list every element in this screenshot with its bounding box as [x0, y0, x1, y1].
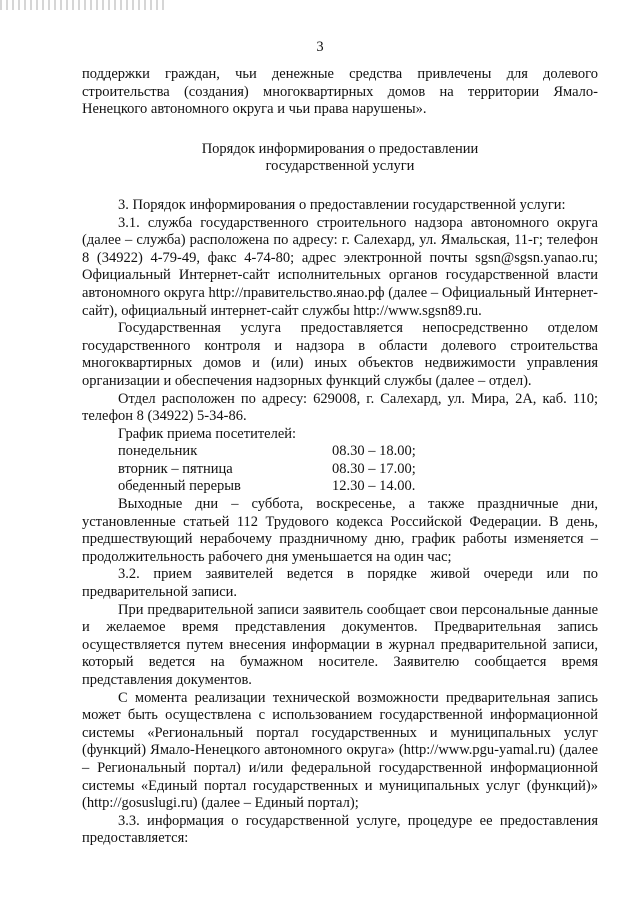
paragraph-3-3: 3.3. информация о государственной услуге, процедуре ее предоставления предоставляется: — [82, 812, 598, 847]
schedule-day: обеденный перерыв — [118, 478, 241, 495]
schedule-time: 12.30 – 14.00. — [332, 478, 416, 495]
section-heading-line-1: Порядок информирования о предоставлении — [201, 140, 479, 157]
paragraph-3-1: 3.1. служба государственного строительного надзора автономного округа (далее – служба) расположена по адресу: г. Салехард, ул. Ямальская, 11-г; телефон 8 (34922) 4-79-49, факс 4-74-80; адрес электронной почты sgsn@sgsn.yanao.ru; Официальный Интернет-сайт исполнительных органов государственной власти автономного округа http://правительство.янао.рф (далее – Официальный Интернет-сайт), официальный интернет-сайт службы http://www.sgsn89.ru. — [82, 214, 598, 319]
section-heading-line-2: государственной услуги — [265, 158, 415, 175]
schedule-row — [118, 461, 558, 479]
paragraph-portal: С момента реализации технической возможности предварительная запись может быть осуществлена с использованием государственной информационной системы «Региональный портал государственных и муниципальных услуг (функций) Ямало-Ненецкого автономного округа» (http://www.pgu-yamal.ru) (далее – Региональный портал) и/или федеральной государственной информационной системы «Единый портал государственных и муниципальных услуг (функций)» (http://gosuslugi.ru) (далее – Единый портал); — [82, 689, 598, 812]
schedule-day: вторник – пятница — [118, 460, 233, 477]
paragraph-3: 3. Порядок информирования о предоставлении государственной услуги: — [118, 196, 566, 213]
visitor-schedule — [118, 443, 558, 496]
schedule-row — [118, 443, 558, 461]
schedule-time: 08.30 – 18.00; — [332, 443, 416, 460]
scan-artifact — [0, 0, 165, 10]
paragraph-weekend: Выходные дни – суббота, воскресенье, а также праздничные дни, установленные статьей 112 Трудового кодекса Российской Федерации. В день, предшествующий нерабочему праздничному дню, график работы изменяется – продолжительность рабочего дня уменьшается на один час; — [82, 496, 598, 565]
schedule-title: График приема посетителей: — [118, 425, 297, 442]
section-heading — [82, 141, 598, 176]
paragraph-preregistration: При предварительной записи заявитель сообщает свои персональные данные и желаемое время представления документов. Предварительная запись осуществляется путем внесения информации в журнал предварительной записи, который ведется на бумажном носителе. Заявителю сообщается время представления документов. — [82, 601, 598, 688]
paragraph-department-address: Отдел расположен по адресу: 629008, г. Салехард, ул. Мира, 2А, каб. 110; телефон 8 (34922) 5-34-86. — [82, 390, 598, 425]
document-body — [82, 66, 598, 848]
paragraph-service-provider: Государственная услуга предоставляется непосредственно отделом государственного контроля и надзора в области долевого строительства многоквартирных домов и (или) иных объектов недвижимости управления организации и обеспечения надзорных функций службы (далее – отдел). — [82, 320, 598, 389]
schedule-day: понедельник — [118, 443, 198, 460]
page-number: 3 — [316, 39, 324, 55]
intro-paragraph: поддержки граждан, чьи денежные средства привлечены для долевого строительства (создания) многоквартирных домов на территории Ямало-Ненецкого автономного округа и чьи права нарушены». — [82, 66, 598, 118]
schedule-time: 08.30 – 17.00; — [332, 460, 416, 477]
paragraph-3-2: 3.2. прием заявителей ведется в порядке живой очереди или по предварительной записи. — [82, 566, 598, 601]
schedule-row — [118, 478, 558, 496]
